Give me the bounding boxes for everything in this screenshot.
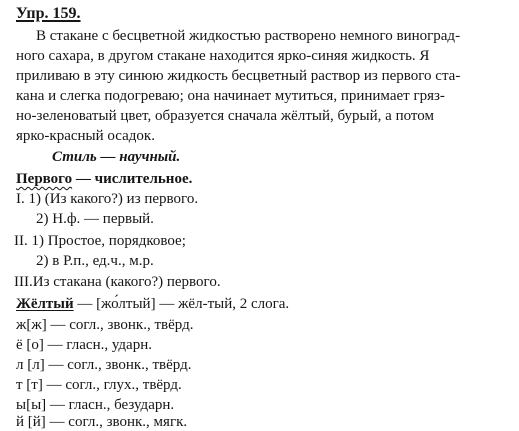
morph-heading-rest: — числительное. xyxy=(72,171,193,187)
paragraph-line: В стакане с бесцветной жидкостью растворено немного виноград- xyxy=(36,28,461,44)
phonetic-row: т [т] — согл., глух., твёрд. xyxy=(16,377,182,393)
phonetic-word: Жёлтый xyxy=(16,296,74,312)
phonetic-row: й [й] — согл., звонк., мягк. xyxy=(16,414,188,430)
paragraph-line: кана и слегка подогреваю; она начинает мутиться, принимает гряз- xyxy=(16,88,445,104)
phonetic-row: ы[ы] — гласн., безударн. xyxy=(16,397,175,413)
exercise-title: Упр. 159. xyxy=(16,5,81,22)
paragraph-line: приливаю в эту синюю жидкость бесцветный раствор из первого ста- xyxy=(16,68,461,84)
phonetic-row: ж[ж] — согл., звонк., твёрд. xyxy=(16,317,194,333)
paragraph-line: но-зеленоватый цвет, образуется сначала жёлтый, бурый, а потом xyxy=(16,108,434,124)
phonetic-row: л [л] — согл., звонк., твёрд. xyxy=(16,357,192,373)
phonetic-header-rest: — [жо́лтый] — жёл-тый, 2 слога. xyxy=(73,296,290,312)
morph-item: 2) Н.ф. — первый. xyxy=(36,211,154,227)
morph-item: I. 1) (Из какого?) из первого. xyxy=(16,191,199,207)
morph-item: III.Из стакана (какого?) первого. xyxy=(14,274,221,290)
paragraph-line: ного сахара, в другом стакане находится ярко-синяя жидкость. Я xyxy=(16,48,430,64)
morph-item: 2) в Р.п., ед.ч., м.р. xyxy=(36,253,154,269)
phonetic-header xyxy=(16,295,289,313)
morph-heading-word: Первого xyxy=(16,171,73,187)
paragraph-line: ярко-красный осадок. xyxy=(16,128,155,144)
morph-heading xyxy=(16,170,192,188)
morph-item: II. 1) Простое, порядковое; xyxy=(14,233,186,249)
phonetic-row: ё [о] — гласн., ударн. xyxy=(16,337,152,353)
style-note: Стиль — научный. xyxy=(52,149,181,165)
